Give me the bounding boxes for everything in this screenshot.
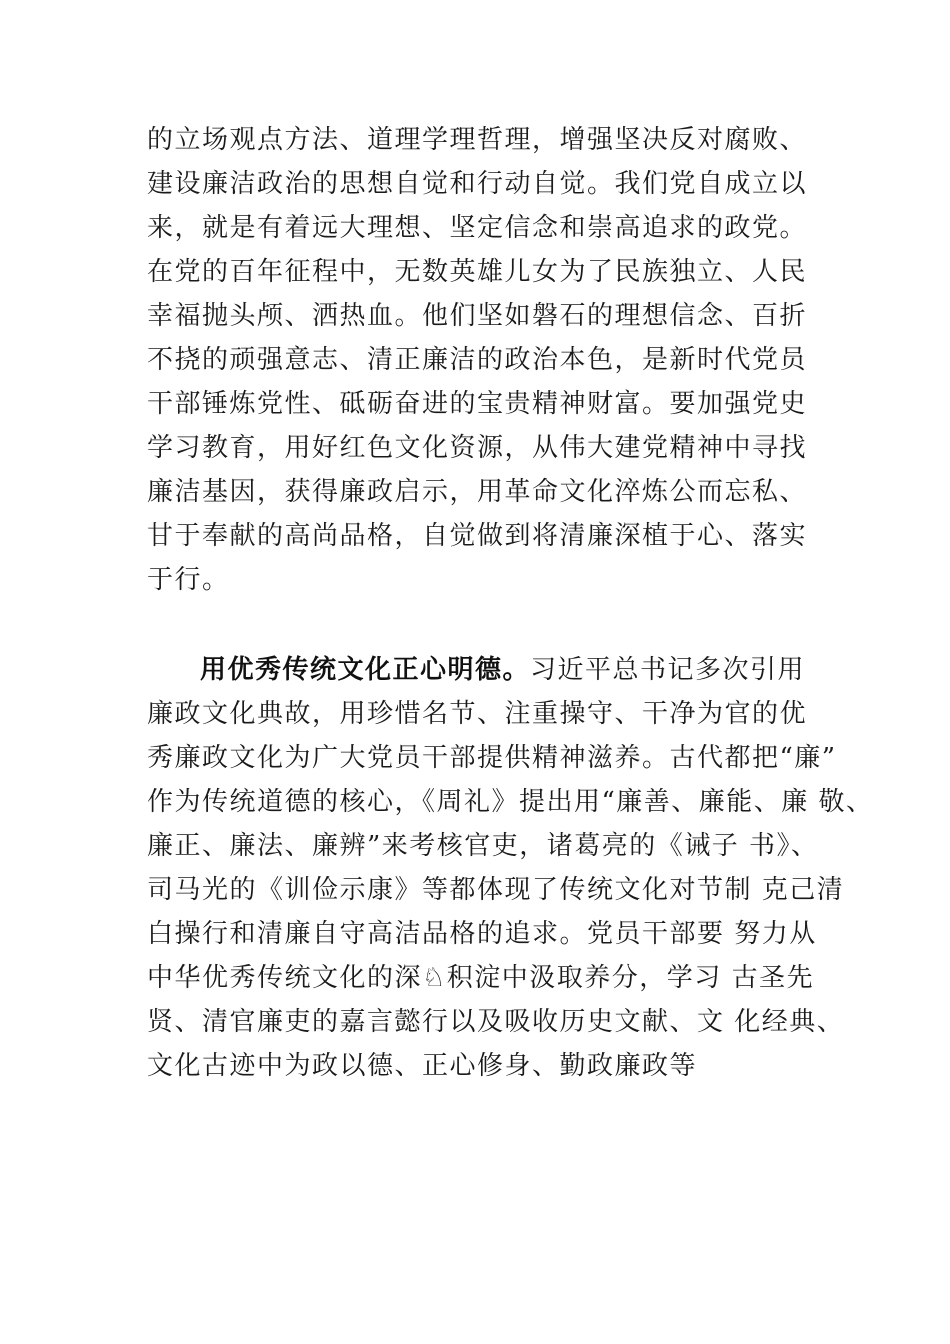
text-line: 廉洁基因，获得廉政启示，用革命文化淬炼公而忘私、 [147, 477, 808, 507]
text-line: 中华优秀传统文化的深♘积淀中汲取养分，学习 古圣先 [147, 963, 815, 993]
text-line: 甘于奉献的高尚品格，自觉做到将清廉深植于心、落实 [147, 521, 808, 551]
text-line: 幸福抛头颅、洒热血。他们坚如磐石的理想信念、百折 [147, 301, 808, 331]
paragraph-2-first-line [200, 652, 805, 688]
text-line: 文化古迹中为政以德、正心修身、勤政廉政等 [147, 1051, 698, 1081]
text-line: 的立场观点方法、道理学理哲理，增强坚决反对腐败、 [147, 125, 808, 155]
text-line: 学习教育，用好红色文化资源，从伟大建党精神中寻找 [147, 433, 808, 463]
text-line: 白操行和清廉自守高洁品格的追求。党员干部要 努力从 [147, 919, 817, 949]
text-line: 来，就是有着远大理想、坚定信念和崇高追求的政党。 [147, 213, 808, 243]
text-line: 贤、清官廉吏的嘉言懿行以及吸收历史文献、文 化经典、 [147, 1007, 845, 1037]
text-line: 建设廉洁政治的思想自觉和行动自觉。我们党自成立以 [147, 169, 808, 199]
text-line: 廉政文化典故，用珍惜名节、注重操守、干净为官的优 [147, 699, 808, 729]
text-line: 在党的百年征程中，无数英雄儿女为了民族独立、人民 [147, 257, 808, 287]
text-line: 司马光的《训俭示康》等都体现了传统文化对节制 克己清 [147, 875, 845, 905]
paragraph-2-lead-heading: 用优秀传统文化正心明德。 [200, 655, 531, 685]
text-line: 于行。 [147, 565, 230, 595]
text-line: 不挠的顽强意志、清正廉洁的政治本色，是新时代党员 [147, 345, 808, 375]
text-line: 廉正、廉法、廉辨”来考核官吏，诸葛亮的《诫子 书》、 [147, 831, 819, 861]
text-line: 干部锤炼党性、砥砺奋进的宝贵精神财富。要加强党史 [147, 389, 808, 419]
text-line: 秀廉政文化为广大党员干部提供精神滋养。古代都把“廉” [147, 743, 837, 773]
text-line: 作为传统道德的核心，《周礼》提出用“廉善、廉能、廉 敬、 [147, 787, 874, 817]
paragraph-2-first-line-rest: 习近平总书记多次引用 [530, 655, 806, 685]
